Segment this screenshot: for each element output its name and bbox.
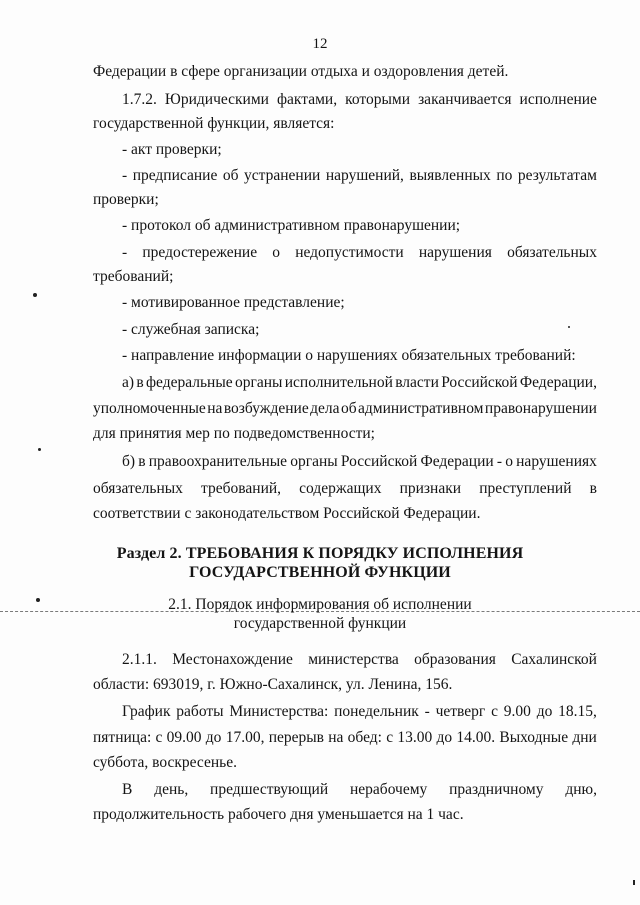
- word: до: [436, 729, 453, 746]
- word: четверг: [435, 703, 486, 720]
- justified-line: [122, 452, 597, 472]
- scan-speck: [33, 293, 37, 297]
- word: в: [138, 453, 146, 470]
- word: 13.00: [397, 729, 433, 746]
- word: на: [328, 729, 344, 746]
- word: работы: [176, 703, 224, 720]
- word: Местонахождение: [172, 651, 293, 668]
- word: дни: [572, 729, 597, 746]
- word: правоохранительные: [148, 453, 288, 470]
- word: В: [122, 781, 133, 798]
- list-item: [122, 243, 597, 263]
- word: Федерации,: [519, 374, 597, 391]
- word: 18.15,: [558, 703, 597, 720]
- text-line: [93, 728, 597, 748]
- word: Министерства:: [229, 703, 329, 720]
- scan-speck: [633, 880, 635, 885]
- subsection-heading-line2: государственной функции: [233, 615, 407, 632]
- word: перерыв: [268, 729, 324, 746]
- section-heading-line2: ГОСУДАРСТВЕННОЙ ФУНКЦИИ: [189, 564, 451, 581]
- word: требований,: [201, 480, 282, 497]
- word: дню,: [565, 781, 597, 798]
- word: до: [536, 703, 553, 720]
- word: а): [122, 374, 135, 391]
- text-line: суббота, воскресенье.: [93, 754, 237, 771]
- list-item: - протокол об административном правонарушении;: [122, 217, 461, 234]
- page-number: 12: [312, 36, 328, 52]
- word: до: [205, 729, 222, 746]
- text-line: [93, 479, 597, 499]
- word: заканчивается: [418, 91, 512, 108]
- word: Российской: [441, 374, 518, 391]
- word: в: [136, 374, 144, 391]
- word: образования: [414, 651, 496, 668]
- paragraph-start: [122, 650, 597, 670]
- justified-line: [122, 650, 597, 670]
- list-item: - акт проверки;: [122, 141, 222, 158]
- word: федеральные: [146, 374, 233, 391]
- text-line: для принятия мер по подведомственности;: [93, 425, 375, 442]
- list-item: [122, 166, 597, 186]
- word: органы: [234, 374, 283, 391]
- text-line: проверки;: [93, 191, 159, 208]
- text-line: [93, 399, 597, 419]
- word: понедельник: [334, 703, 419, 720]
- word: Юридическими: [164, 91, 269, 108]
- word: предшествующий: [210, 781, 329, 798]
- text-line: Федерации в сфере организации отдыха и оздоровления детей.: [93, 63, 509, 80]
- justified-line: [122, 780, 597, 800]
- word: по: [496, 167, 513, 184]
- word: день,: [154, 781, 189, 798]
- word: предостережение: [142, 244, 258, 261]
- word: праздничному: [449, 781, 544, 798]
- word: органы: [290, 453, 338, 470]
- text-line: области: 693019, г. Южно-Сахалинск, ул. Ленина, 156.: [93, 676, 453, 693]
- word: преступлений: [479, 480, 572, 497]
- word: о: [272, 244, 281, 261]
- word: министерства: [308, 651, 399, 668]
- word: Российской: [340, 453, 418, 470]
- text-line: государственной функции, является:: [93, 115, 335, 132]
- word: 14.00.: [456, 729, 496, 746]
- word: признаки: [399, 480, 462, 497]
- word: пятница:: [93, 729, 152, 746]
- word: нарушения: [418, 244, 492, 261]
- word: обязательных: [93, 480, 183, 497]
- word: с: [155, 729, 163, 746]
- word: нарушений,: [325, 167, 404, 184]
- list-item: - мотивированное представление;: [122, 294, 345, 311]
- word: исполнительной: [284, 374, 393, 391]
- word: Сахалинской: [511, 651, 597, 668]
- word: Выходные: [499, 729, 569, 746]
- word: предписание: [132, 167, 218, 184]
- word: -: [122, 167, 128, 184]
- word: обязательных: [507, 244, 597, 261]
- justified-line: [122, 373, 597, 393]
- word: выявленных: [409, 167, 491, 184]
- word: возбуждение: [223, 400, 309, 417]
- word: 9.00: [503, 703, 531, 720]
- justified-line: [93, 399, 597, 419]
- word: дела: [310, 400, 340, 417]
- word: -: [496, 453, 503, 470]
- justified-line: [122, 702, 597, 722]
- word: о: [505, 453, 513, 470]
- word: власти: [395, 374, 439, 391]
- justified-line: [122, 166, 597, 186]
- word: правонарушении: [484, 400, 597, 417]
- word: График: [122, 703, 171, 720]
- justified-line: [122, 90, 597, 110]
- justified-line: [93, 728, 597, 748]
- list-item: - служебная записка;: [122, 321, 260, 338]
- word: исполнение: [519, 91, 597, 108]
- word: недопустимости: [295, 244, 404, 261]
- word: результатам: [517, 167, 597, 184]
- word: 2.1.1.: [122, 651, 157, 668]
- word: устранении: [244, 167, 321, 184]
- word: на: [207, 400, 223, 417]
- paragraph-start: [122, 90, 597, 110]
- word: в: [589, 480, 597, 497]
- word: об: [222, 167, 239, 184]
- word: обед:: [347, 729, 382, 746]
- word: с: [386, 729, 394, 746]
- subsection-heading-line1: 2.1. Порядок информирования об исполнении: [168, 596, 472, 613]
- paragraph-start: [122, 780, 597, 800]
- word: 17.00,: [225, 729, 265, 746]
- word: 1.7.2.: [122, 91, 157, 108]
- list-item: - направление информации о нарушениях обязательных требований:: [122, 347, 576, 364]
- word: Федерации: [420, 453, 494, 470]
- word: административном: [358, 400, 484, 417]
- word: нерабочему: [350, 781, 428, 798]
- scan-speck: [38, 448, 41, 451]
- word: -: [424, 703, 430, 720]
- paragraph-start: [122, 702, 597, 722]
- word: с: [491, 703, 498, 720]
- justified-line: [122, 243, 597, 263]
- scan-speck: [36, 598, 40, 602]
- word: которыми: [345, 91, 411, 108]
- word: уполномоченные: [93, 400, 206, 417]
- list-item: [122, 452, 597, 472]
- word: б): [122, 453, 136, 470]
- text-line: соответствии с законодательством Российской Федерации.: [93, 505, 481, 522]
- text-line: требований;: [93, 268, 174, 285]
- justified-line: [93, 479, 597, 499]
- word: фактами,: [277, 91, 338, 108]
- word: нарушениях: [516, 453, 597, 470]
- list-item: [122, 373, 597, 393]
- section-heading-line1: Раздел 2. ТРЕБОВАНИЯ К ПОРЯДКУ ИСПОЛНЕНИЯ: [116, 545, 524, 562]
- word: 09.00: [166, 729, 202, 746]
- word: -: [122, 244, 128, 261]
- scan-speck: [568, 326, 570, 328]
- text-line: продолжительность рабочего дня уменьшается на 1 час.: [93, 806, 464, 823]
- word: содержащих: [299, 480, 382, 497]
- word: об: [340, 400, 357, 417]
